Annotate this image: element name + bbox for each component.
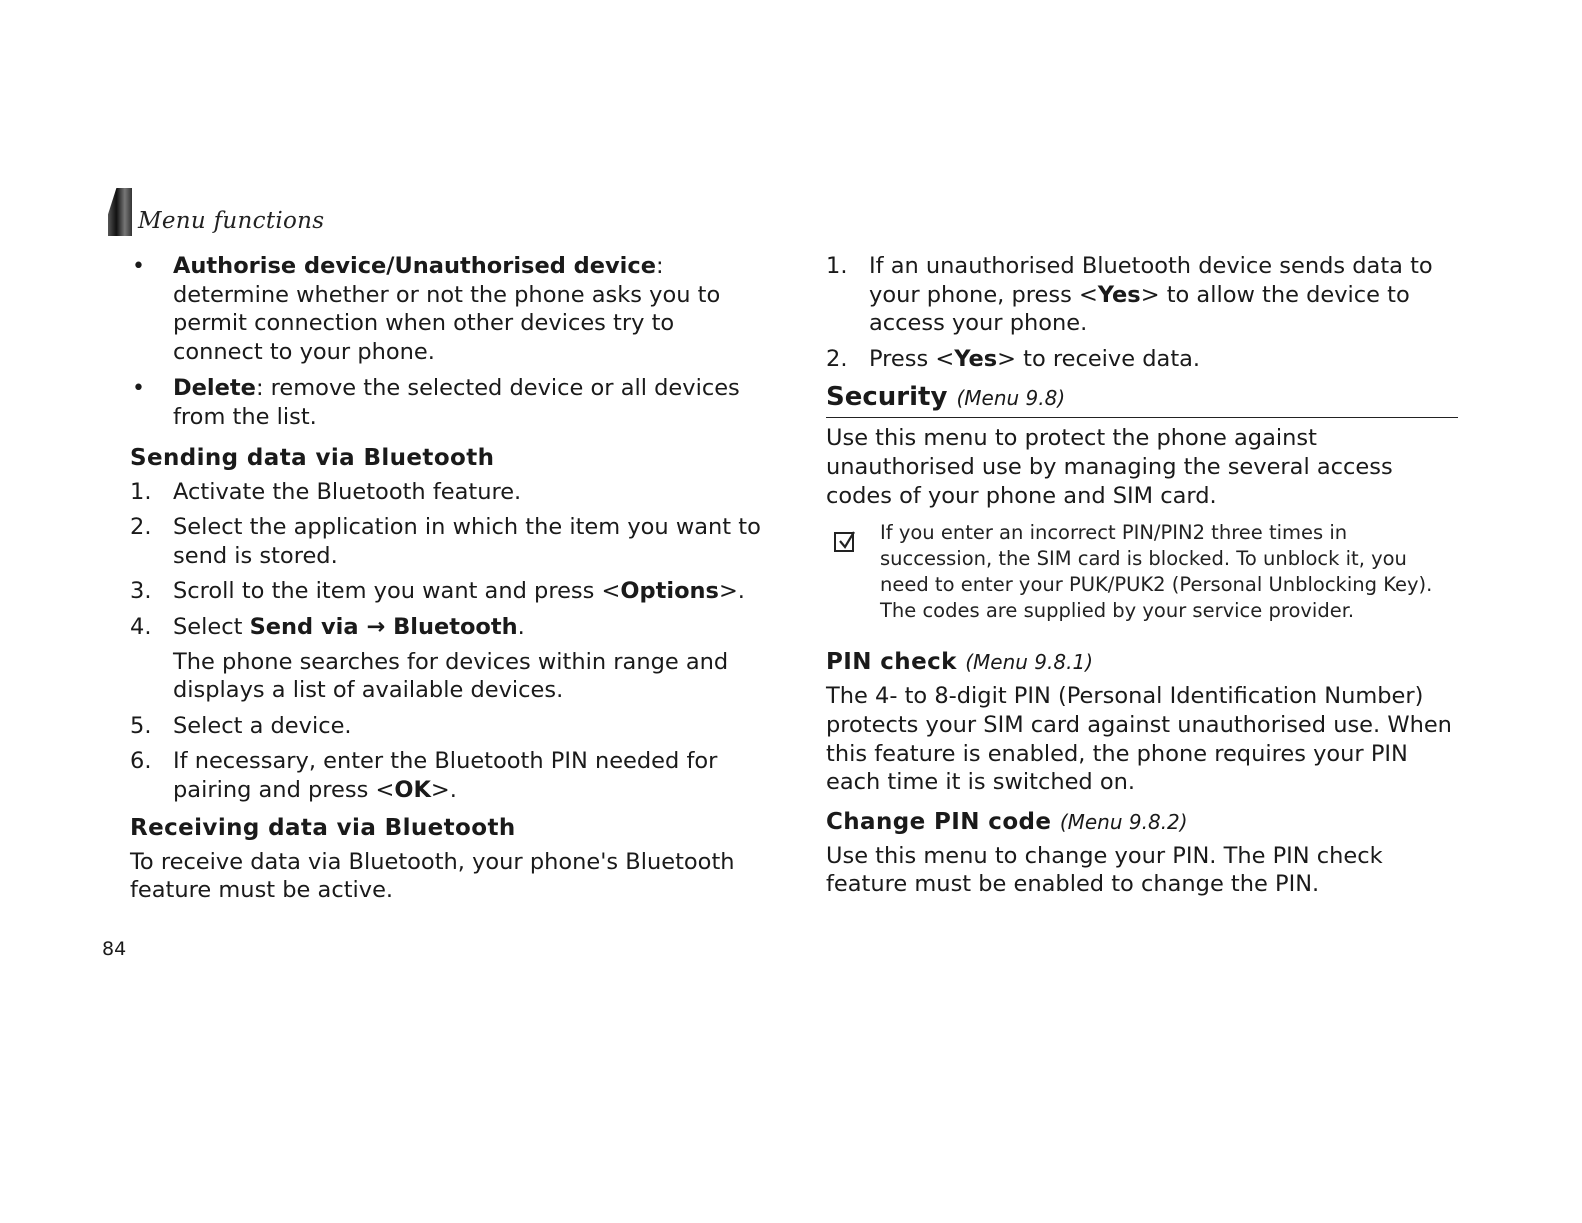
section-tab-mark: [108, 188, 132, 236]
step-number: 5.: [130, 712, 152, 739]
sending-heading: Sending data via Bluetooth: [130, 444, 495, 471]
pin-check-text: The 4- to 8-digit PIN (Personal Identification Number) protects your SIM card against unauthorised use. When this feature is enabled, the phone requires your PIN each time it is switched on.: [826, 683, 1452, 796]
change-pin-heading: [826, 807, 1458, 837]
change-pin-menu-ref: (Menu 9.8.2): [1059, 809, 1188, 834]
step-number: 6.: [130, 748, 152, 775]
step-text: Select the application in which the item you want to send is stored.: [173, 514, 761, 569]
step-text: Scroll to the item you want and press <: [173, 578, 621, 605]
sending-step-3: [130, 577, 770, 606]
softkey-label: Options: [620, 578, 719, 605]
change-pin-title: Change PIN code: [826, 808, 1052, 835]
softkey-label: Yes: [1097, 281, 1141, 308]
bullet-delete: [130, 374, 770, 431]
step-number: 2.: [826, 345, 848, 372]
sending-step-6: [130, 747, 770, 804]
sending-step-1: [130, 478, 770, 507]
receiving-heading: Receiving data via Bluetooth: [130, 814, 516, 841]
step-number: 1.: [826, 253, 848, 279]
page-number: 84: [102, 938, 127, 960]
checkbox-note-icon: [834, 532, 854, 552]
softkey-label: OK: [394, 776, 431, 803]
right-column: [826, 252, 1458, 899]
step-number: 1.: [130, 478, 152, 505]
sending-step-4: [130, 613, 770, 705]
step-text-end: .: [517, 613, 525, 640]
step-number: 3.: [130, 578, 152, 605]
bullet-term: Delete: [173, 375, 256, 402]
step-text-end: >.: [718, 578, 745, 605]
bullet-icon: [132, 374, 152, 404]
menu-path: Send via → Bluetooth: [249, 613, 518, 640]
change-pin-text: Use this menu to change your PIN. The PIN check feature must be enabled to change the PIN.: [826, 842, 1383, 898]
security-note: [826, 520, 1458, 623]
pin-check-title: PIN check: [826, 649, 957, 676]
security-section-heading: [826, 380, 1458, 418]
settings-bullet-list: [130, 252, 770, 432]
step-text-end: >.: [430, 776, 457, 803]
receiving-step-2: [826, 345, 1458, 374]
step-subtext: The phone searches for devices within range and displays a list of available devices.: [173, 648, 729, 704]
left-column: [130, 252, 770, 905]
softkey-label: Yes: [954, 345, 998, 372]
step-number: 2.: [130, 514, 152, 541]
bullet-term: Authorise device/Unauthorised device: [173, 253, 656, 279]
step-text-end: > to allow the device to access your phone.: [869, 281, 1410, 337]
step-text: Activate the Bluetooth feature.: [173, 478, 522, 505]
bullet-authorise-device: [130, 252, 770, 366]
receiving-step-1: [826, 252, 1458, 338]
step-text: Select: [173, 613, 250, 640]
bullet-icon: [132, 252, 152, 282]
step-text: Select a device.: [173, 712, 352, 739]
step-number: 4.: [130, 613, 152, 640]
security-text: Use this menu to protect the phone against unauthorised use by managing the several access codes of your phone and SIM card.: [826, 425, 1393, 509]
note-text: If you enter an incorrect PIN/PIN2 three times in succession, the SIM card is blocked. To unblock it, you need to enter your PUK/PUK2 (Personal Unblocking Key). The codes are supplied by your service provider.: [880, 521, 1433, 622]
sending-steps: [130, 478, 770, 805]
security-title: Security: [826, 382, 948, 413]
pin-check-menu-ref: (Menu 9.8.1): [965, 650, 1093, 675]
receiving-steps: [826, 252, 1458, 373]
step-text-end: > to receive data.: [997, 345, 1201, 372]
sending-step-2: [130, 513, 770, 570]
pin-check-heading: [826, 647, 1458, 677]
step-text: If an unauthorised Bluetooth device sends data to your phone, press <: [869, 253, 1433, 308]
sending-step-5: [130, 712, 770, 741]
receiving-text: To receive data via Bluetooth, your phone's Bluetooth feature must be active.: [130, 848, 735, 904]
bullet-text: : determine whether or not the phone asks you to permit connection when other devices try to connect to your phone.: [173, 253, 721, 365]
step-text: Press <: [869, 345, 955, 372]
step-text: If necessary, enter the Bluetooth PIN needed for pairing and press <: [173, 748, 718, 803]
security-menu-ref: (Menu 9.8): [956, 386, 1066, 411]
bullet-text: : remove the selected device or all devices from the list.: [173, 375, 740, 430]
page-header-title: Menu functions: [138, 208, 325, 234]
